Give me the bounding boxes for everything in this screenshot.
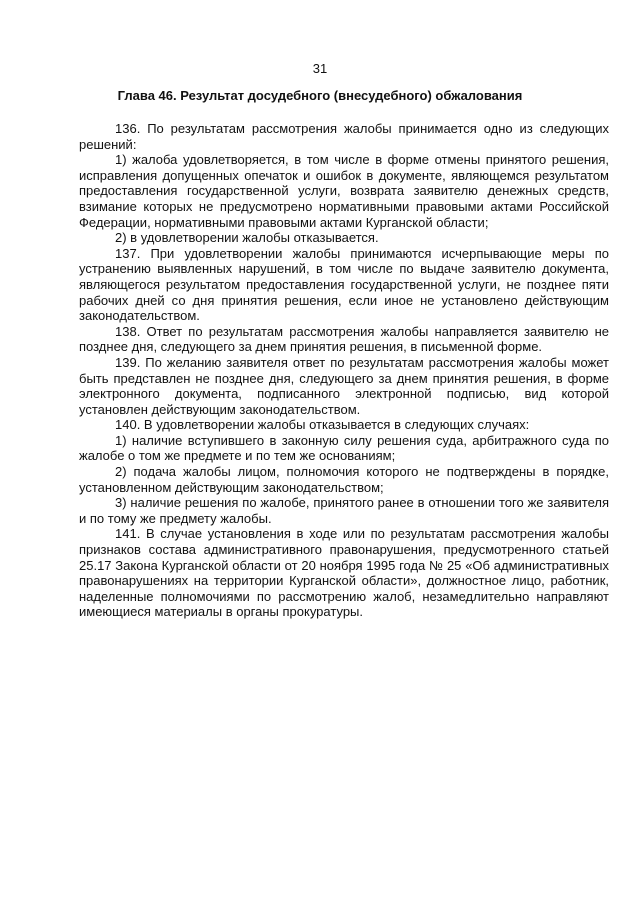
- paragraph-138: 138. Ответ по результатам рассмотрения жалобы направляется заявителю не позднее дня, следующего за днем принятия решения, в письменной форме.: [79, 323, 609, 355]
- paragraph-140-item-3: 3) наличие решения по жалобе, принятого ранее в отношении того же заявителя и по тому же предмету жалобы.: [79, 495, 609, 526]
- paragraph-140: 140. В удовлетворении жалобы отказывается в следующих случаях:: [115, 417, 530, 433]
- paragraph-139: 139. По желанию заявителя ответ по результатам рассмотрения жалобы может быть представлен не позднее дня, следующего за днем принятия решения, в форме электронного документа, подписанного электронной подписью, вид которой установлен действующим законодательством.: [79, 354, 609, 417]
- paragraph-140-item-2: 2) подача жалобы лицом, полномочия которого не подтверждены в порядке, установленном действующим законодательством;: [79, 464, 609, 495]
- document-body: [79, 121, 609, 620]
- paragraph-136-item-2: 2) в удовлетворении жалобы отказывается.: [115, 230, 379, 246]
- chapter-title: Глава 46. Результат досудебного (внесудебного) обжалования: [117, 88, 523, 103]
- paragraph-136-item-1: 1) жалоба удовлетворяется, в том числе в форме отмены принятого решения, исправления допущенных опечаток и ошибок в документе, являющемся результатом предоставления государственной услуги, возврата заявителю денежных средств, взимание которых не предусмотрено нормативными правовыми актами Российской Федерации, нормативными правовыми актами Курганской области;: [79, 152, 609, 230]
- paragraph-136: 136. По результатам рассмотрения жалобы принимается одно из следующих решений:: [79, 121, 609, 152]
- paragraph-137: 137. При удовлетворении жалобы принимаются исчерпывающие меры по устранению выявленных нарушений, в том числе по выдаче заявителю документа, являющегося результатом предоставления государственной услуги, не позднее пяти рабочих дней со дня принятия решения, если иное не установлено действующим законодательством.: [79, 245, 609, 324]
- paragraph-141: 141. В случае установления в ходе или по результатам рассмотрения жалобы признаков состава административного правонарушения, предусмотренного статьей 25.17 Закона Курганской области от 20 ноября 1995 года № 25 «Об административных правонарушениях на территории Курганской области», должностное лицо, работник, наделенные полномочиями по рассмотрению жалоб, незамедлительно направляют имеющиеся материалы в органы прокуратуры.: [79, 526, 609, 620]
- page-number: 31: [312, 61, 328, 76]
- paragraph-140-item-1: 1) наличие вступившего в законную силу решения суда, арбитражного суда по жалобе о том же предмете и по тем же основаниям;: [79, 432, 609, 464]
